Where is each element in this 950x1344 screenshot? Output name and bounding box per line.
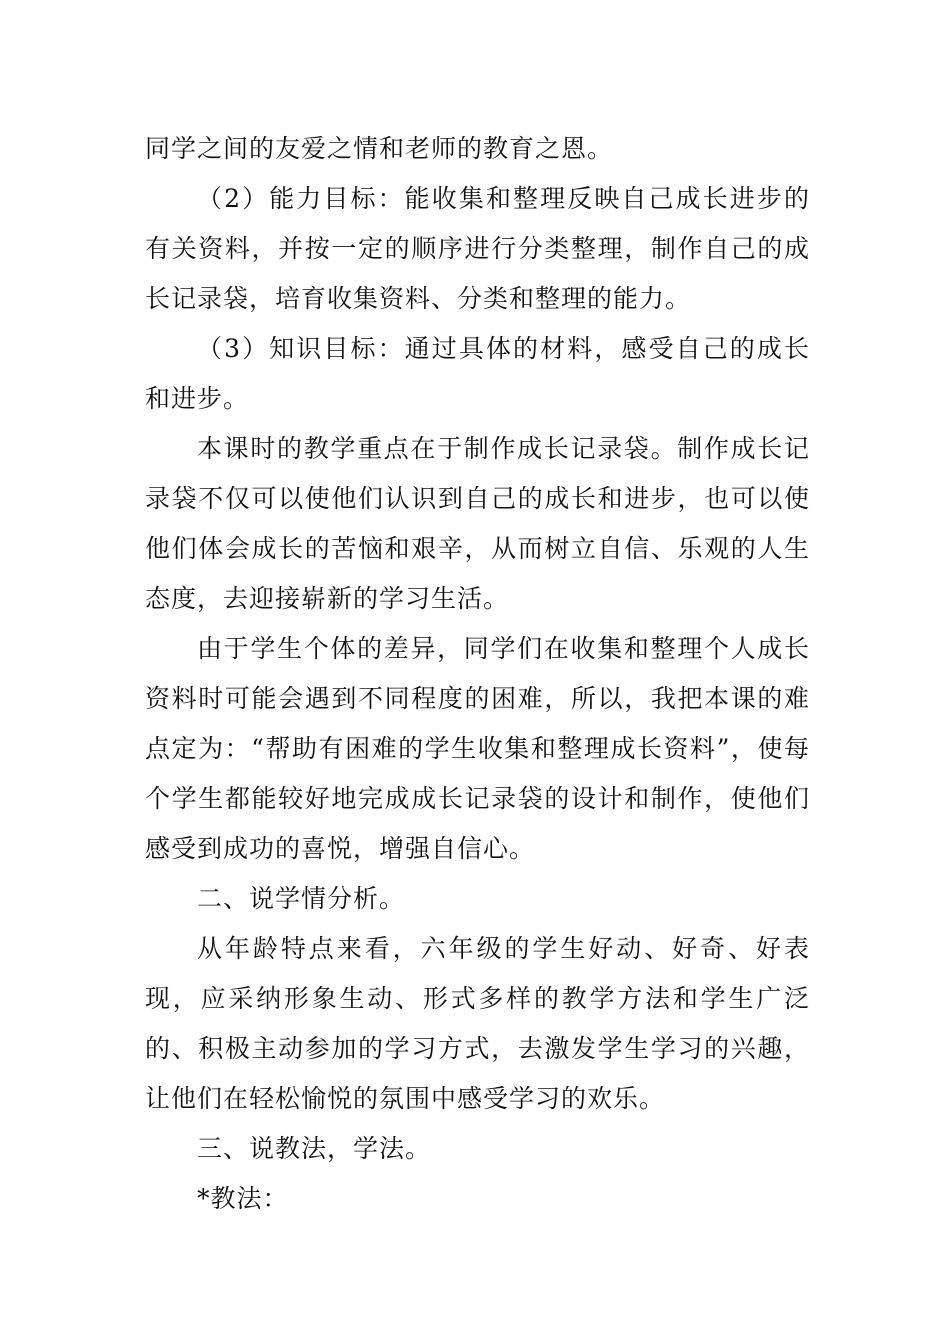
paragraph-knowledge-goal: （3）知识目标：通过具体的材料，感受自己的成长和进步。 (145, 334, 810, 413)
subheading-teaching-method: *教法： (197, 1184, 289, 1213)
paragraph-continuation: 同学之间的友爱之情和老师的教育之恩。 (145, 134, 614, 163)
paragraph-student-analysis: 从年龄特点来看，六年级的学生好动、好奇、好表现，应采纳形象生动、形式多样的教学方法和学生广泛的、积极主动参加的学习方式，去激发学生学习的兴趣，让他们在轻松愉悦的氛围中感受学习的欢乐。 (145, 934, 810, 1113)
paragraph-teaching-difficulty: 由于学生个体的差异，同学们在收集和整理个人成长资料时可能会遇到不同程度的困难，所以，我把本课的难点定为：“帮助有困难的学生收集和整理成长资料”，使每个学生都能较好地完成成长记录袋的设计和制作，使他们感受到成功的喜悦，增强自信心。 (145, 634, 810, 863)
section-heading-student-analysis: 二、说学情分析。 (197, 884, 406, 913)
paragraph-ability-goal: （2）能力目标：能收集和整理反映自己成长进步的有关资料，并按一定的顺序进行分类整理，制作自己的成长记录袋，培育收集资料、分类和整理的能力。 (145, 184, 810, 313)
section-heading-methods: 三、说教法，学法。 (197, 1134, 432, 1163)
document-body (145, 124, 810, 1224)
paragraph-teaching-focus: 本课时的教学重点在于制作成长记录袋。制作成长记录袋不仅可以使他们认识到自己的成长和进步，也可以使他们体会成长的苦恼和艰辛，从而树立自信、乐观的人生态度，去迎接崭新的学习生活。 (145, 434, 810, 613)
